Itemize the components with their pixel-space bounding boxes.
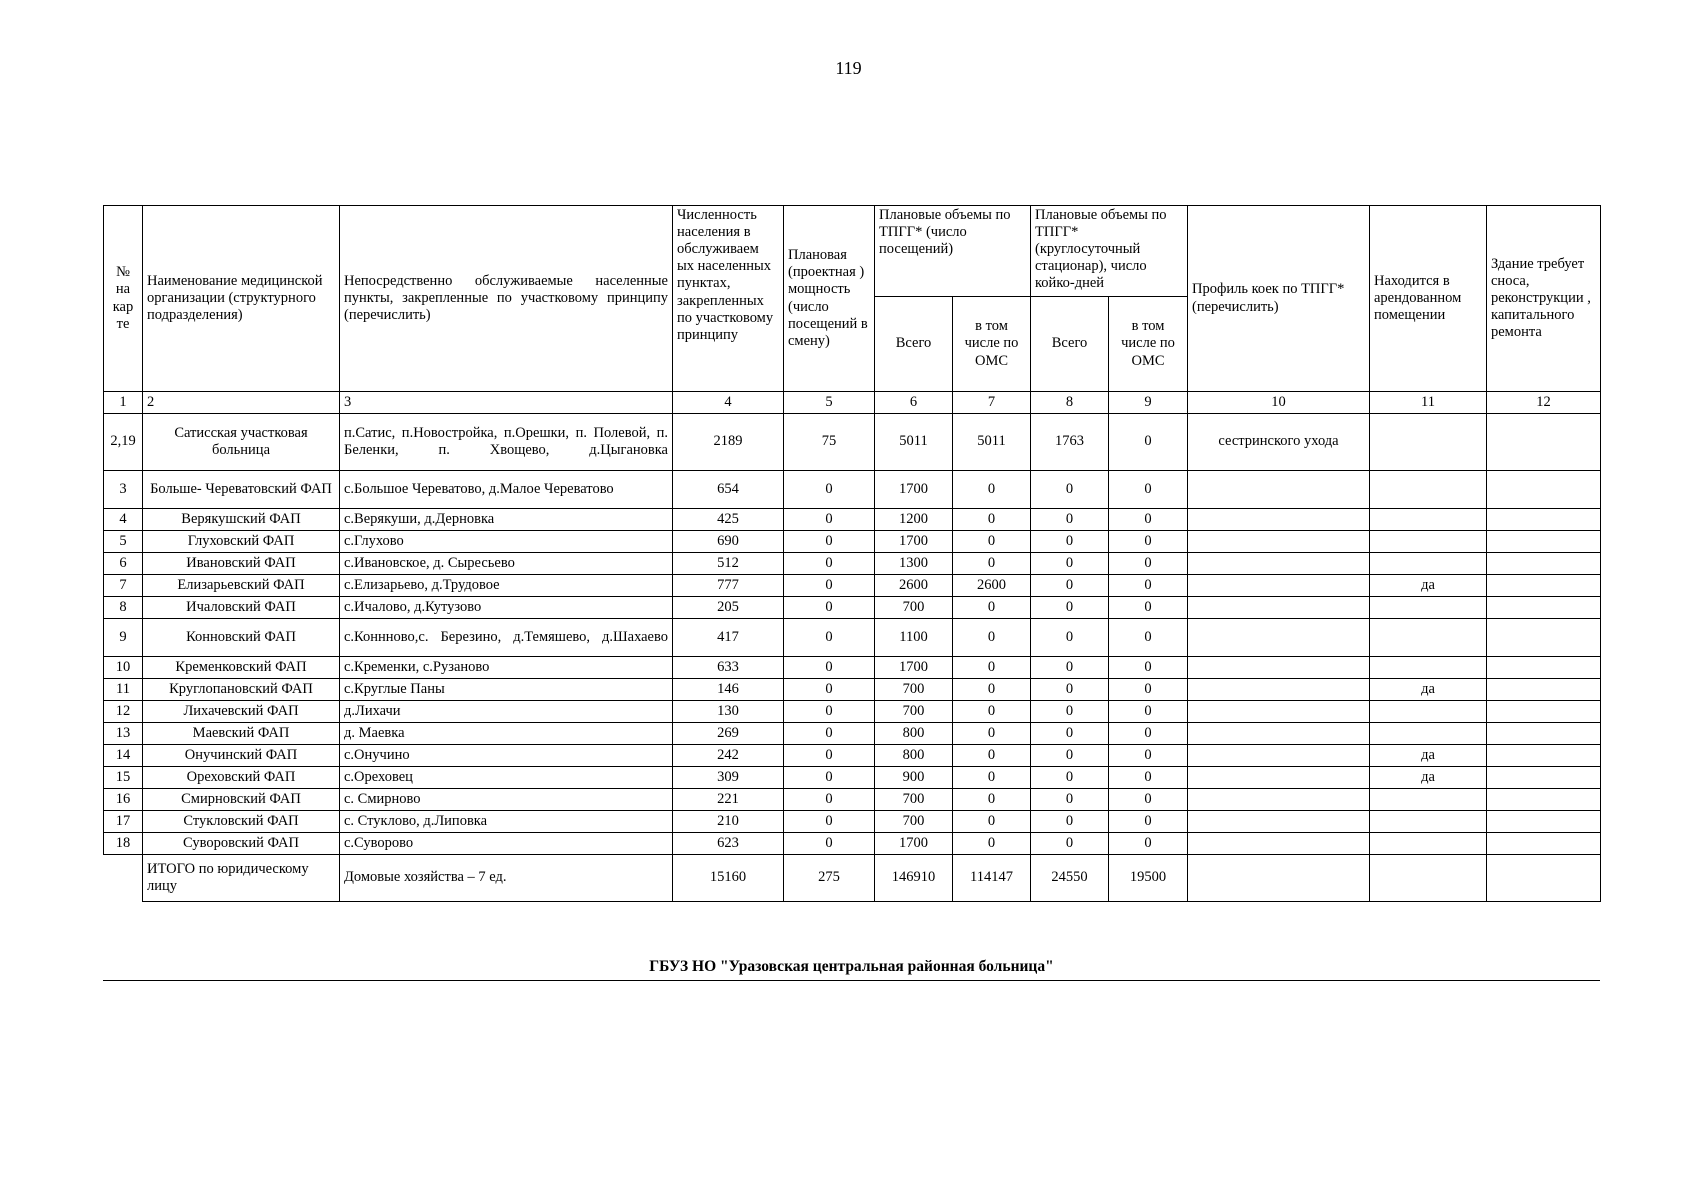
- column-number: 2: [143, 392, 340, 414]
- table-row: [104, 471, 1601, 509]
- visits-total-cell: 1700: [875, 471, 953, 509]
- bed-profile-cell: [1188, 701, 1370, 723]
- rented-cell: [1370, 597, 1487, 619]
- org-name-cell: Ореховский ФАП: [143, 767, 340, 789]
- bed-days-total-cell: 0: [1031, 619, 1109, 657]
- capacity-cell: 0: [784, 553, 875, 575]
- capacity-cell: 0: [784, 597, 875, 619]
- rented-cell: [1370, 723, 1487, 745]
- capacity-cell: 0: [784, 531, 875, 553]
- total-rented-cell: [1370, 855, 1487, 902]
- bed-days-total-cell: 0: [1031, 679, 1109, 701]
- header-visits-group: Плановые объемы по ТПГГ* (число посещений): [875, 206, 1031, 297]
- row-number-cell: 17: [104, 811, 143, 833]
- served-points-cell: д. Маевка: [340, 723, 673, 745]
- column-number: 10: [1188, 392, 1370, 414]
- served-points-cell: с.Большое Череватово, д.Малое Череватово: [340, 471, 673, 509]
- population-cell: 654: [673, 471, 784, 509]
- table-row: [104, 597, 1601, 619]
- needs-repair-cell: [1487, 619, 1601, 657]
- row-number-cell: 5: [104, 531, 143, 553]
- row-number-cell: 13: [104, 723, 143, 745]
- served-points-cell: с.Ореховец: [340, 767, 673, 789]
- rented-cell: [1370, 811, 1487, 833]
- column-numbers-row: [104, 392, 1601, 414]
- table-row: [104, 811, 1601, 833]
- needs-repair-cell: [1487, 509, 1601, 531]
- table-row: [104, 619, 1601, 657]
- bed-days-oms-cell: 0: [1109, 657, 1188, 679]
- bed-profile-cell: [1188, 597, 1370, 619]
- bed-days-total-cell: 0: [1031, 531, 1109, 553]
- org-name-cell: Маевский ФАП: [143, 723, 340, 745]
- capacity-cell: 75: [784, 414, 875, 471]
- rented-cell: [1370, 701, 1487, 723]
- visits-oms-cell: 0: [953, 553, 1031, 575]
- served-points-cell: с.Онучино: [340, 745, 673, 767]
- population-cell: 777: [673, 575, 784, 597]
- capacity-cell: 0: [784, 701, 875, 723]
- header-population: Численность населения в обслуживаем ых населенных пунктах, закрепленных по участковому принципу: [673, 206, 784, 392]
- table-row: [104, 701, 1601, 723]
- population-cell: 242: [673, 745, 784, 767]
- total-row: [104, 855, 1601, 902]
- table-row: [104, 657, 1601, 679]
- visits-total-cell: 1300: [875, 553, 953, 575]
- org-name-cell: Лихачевский ФАП: [143, 701, 340, 723]
- needs-repair-cell: [1487, 811, 1601, 833]
- population-cell: 130: [673, 701, 784, 723]
- needs-repair-cell: [1487, 701, 1601, 723]
- visits-total-cell: 5011: [875, 414, 953, 471]
- served-points-cell: с.Глухово: [340, 531, 673, 553]
- visits-total-cell: 700: [875, 701, 953, 723]
- header-served-points: Непосредственно обслуживаемые населенные пункты, закрепленные по участковому принципу (перечислить): [340, 206, 673, 392]
- bed-days-oms-cell: 0: [1109, 553, 1188, 575]
- visits-oms-cell: 0: [953, 745, 1031, 767]
- served-points-cell: п.Сатис, п.Новостройка, п.Орешки, п. Полевой, п. Беленки, п. Хвощево, д.Цыгановка: [340, 414, 673, 471]
- header-map-number: № на кар те: [104, 206, 143, 392]
- column-number: 9: [1109, 392, 1188, 414]
- bed-profile-cell: [1188, 553, 1370, 575]
- bed-days-total-cell: 0: [1031, 471, 1109, 509]
- population-cell: 210: [673, 811, 784, 833]
- served-points-cell: с. Смирново: [340, 789, 673, 811]
- bed-days-oms-cell: 0: [1109, 619, 1188, 657]
- capacity-cell: 0: [784, 509, 875, 531]
- facilities-table-container: [103, 205, 1600, 902]
- capacity-cell: 0: [784, 575, 875, 597]
- column-number: 1: [104, 392, 143, 414]
- bed-days-total-cell: 0: [1031, 553, 1109, 575]
- header-capacity: Плановая (проектная ) мощность (число посещений в смену): [784, 206, 875, 392]
- bed-days-oms-cell: 0: [1109, 745, 1188, 767]
- visits-total-cell: 900: [875, 767, 953, 789]
- total-bed-days-total: 24550: [1031, 855, 1109, 902]
- bed-profile-cell: [1188, 723, 1370, 745]
- total-bed-days-oms: 19500: [1109, 855, 1188, 902]
- population-cell: 425: [673, 509, 784, 531]
- population-cell: 623: [673, 833, 784, 855]
- org-name-cell: Онучинский ФАП: [143, 745, 340, 767]
- needs-repair-cell: [1487, 575, 1601, 597]
- row-number-cell: 18: [104, 833, 143, 855]
- rented-cell: [1370, 414, 1487, 471]
- header-org-name: Наименование медицинской организации (структурного подразделения): [143, 206, 340, 392]
- bed-profile-cell: [1188, 575, 1370, 597]
- needs-repair-cell: [1487, 789, 1601, 811]
- rented-cell: [1370, 471, 1487, 509]
- bed-profile-cell: [1188, 811, 1370, 833]
- header-bed-days-group: Плановые объемы по ТПГГ* (круглосуточный стационар), число койко-дней: [1031, 206, 1188, 297]
- population-cell: 690: [673, 531, 784, 553]
- visits-oms-cell: 0: [953, 679, 1031, 701]
- column-number: 7: [953, 392, 1031, 414]
- bed-days-oms-cell: 0: [1109, 723, 1188, 745]
- capacity-cell: 0: [784, 657, 875, 679]
- header-rented: Находится в арендованном помещении: [1370, 206, 1487, 392]
- bed-profile-cell: [1188, 833, 1370, 855]
- column-number: 12: [1487, 392, 1601, 414]
- visits-oms-cell: 0: [953, 723, 1031, 745]
- bed-profile-cell: [1188, 767, 1370, 789]
- rented-cell: [1370, 531, 1487, 553]
- rented-cell: да: [1370, 745, 1487, 767]
- needs-repair-cell: [1487, 597, 1601, 619]
- visits-total-cell: 700: [875, 679, 953, 701]
- served-points-cell: с.Верякуши, д.Дерновка: [340, 509, 673, 531]
- table-total: [104, 855, 1601, 902]
- population-cell: 146: [673, 679, 784, 701]
- served-points-cell: с.Коннново,с. Березино, д.Темяшево, д.Шахаево: [340, 619, 673, 657]
- table-row: [104, 575, 1601, 597]
- bed-days-total-cell: 0: [1031, 767, 1109, 789]
- total-visits-total: 146910: [875, 855, 953, 902]
- table-row: [104, 745, 1601, 767]
- org-name-cell: Стукловский ФАП: [143, 811, 340, 833]
- rented-cell: да: [1370, 575, 1487, 597]
- column-number: 5: [784, 392, 875, 414]
- total-points: Домовые хозяйства – 7 ед.: [340, 855, 673, 902]
- visits-total-cell: 2600: [875, 575, 953, 597]
- row-number-cell: 3: [104, 471, 143, 509]
- needs-repair-cell: [1487, 553, 1601, 575]
- visits-total-cell: 1700: [875, 531, 953, 553]
- capacity-cell: 0: [784, 745, 875, 767]
- served-points-cell: с.Ичалово, д.Кутузово: [340, 597, 673, 619]
- visits-total-cell: 700: [875, 597, 953, 619]
- org-name-cell: Конновский ФАП: [143, 619, 340, 657]
- bed-profile-cell: [1188, 471, 1370, 509]
- bed-days-total-cell: 0: [1031, 833, 1109, 855]
- table-row: [104, 767, 1601, 789]
- bed-days-oms-cell: 0: [1109, 471, 1188, 509]
- rented-cell: [1370, 833, 1487, 855]
- row-number-cell: 6: [104, 553, 143, 575]
- bed-profile-cell: сестринского ухода: [1188, 414, 1370, 471]
- org-name-cell: Круглопановский ФАП: [143, 679, 340, 701]
- visits-total-cell: 1700: [875, 657, 953, 679]
- rented-cell: [1370, 509, 1487, 531]
- needs-repair-cell: [1487, 833, 1601, 855]
- bed-days-total-cell: 0: [1031, 597, 1109, 619]
- visits-oms-cell: 0: [953, 789, 1031, 811]
- bed-days-total-cell: 0: [1031, 723, 1109, 745]
- total-capacity: 275: [784, 855, 875, 902]
- capacity-cell: 0: [784, 619, 875, 657]
- footer-rule: [103, 980, 1600, 981]
- header-bed-days-total: Всего: [1031, 297, 1109, 392]
- rented-cell: [1370, 619, 1487, 657]
- visits-total-cell: 700: [875, 789, 953, 811]
- bed-days-oms-cell: 0: [1109, 701, 1188, 723]
- needs-repair-cell: [1487, 531, 1601, 553]
- org-name-cell: Верякушский ФАП: [143, 509, 340, 531]
- bed-profile-cell: [1188, 657, 1370, 679]
- bed-days-oms-cell: 0: [1109, 767, 1188, 789]
- bed-profile-cell: [1188, 531, 1370, 553]
- needs-repair-cell: [1487, 471, 1601, 509]
- served-points-cell: с.Кременки, с.Рузаново: [340, 657, 673, 679]
- served-points-cell: с. Стуклово, д.Липовка: [340, 811, 673, 833]
- total-blank-cell: [104, 855, 143, 902]
- bed-days-total-cell: 0: [1031, 657, 1109, 679]
- row-number-cell: 12: [104, 701, 143, 723]
- bed-days-oms-cell: 0: [1109, 575, 1188, 597]
- table-row: [104, 414, 1601, 471]
- bed-days-total-cell: 0: [1031, 811, 1109, 833]
- page-number: 119: [835, 58, 862, 78]
- population-cell: 417: [673, 619, 784, 657]
- capacity-cell: 0: [784, 789, 875, 811]
- table-row: [104, 553, 1601, 575]
- needs-repair-cell: [1487, 679, 1601, 701]
- row-number-cell: 9: [104, 619, 143, 657]
- table-row: [104, 789, 1601, 811]
- column-number: 11: [1370, 392, 1487, 414]
- needs-repair-cell: [1487, 657, 1601, 679]
- bed-profile-cell: [1188, 789, 1370, 811]
- header-visits-oms: в том числе по ОМС: [953, 297, 1031, 392]
- rented-cell: да: [1370, 767, 1487, 789]
- visits-oms-cell: 0: [953, 811, 1031, 833]
- bed-days-total-cell: 0: [1031, 509, 1109, 531]
- column-number: 6: [875, 392, 953, 414]
- total-population: 15160: [673, 855, 784, 902]
- org-name-cell: Ивановский ФАП: [143, 553, 340, 575]
- bed-days-total-cell: 0: [1031, 575, 1109, 597]
- visits-oms-cell: 0: [953, 767, 1031, 789]
- visits-total-cell: 700: [875, 811, 953, 833]
- visits-oms-cell: 2600: [953, 575, 1031, 597]
- served-points-cell: с.Ивановское, д. Сыресьево: [340, 553, 673, 575]
- bed-days-oms-cell: 0: [1109, 509, 1188, 531]
- population-cell: 309: [673, 767, 784, 789]
- row-number-cell: 7: [104, 575, 143, 597]
- bed-days-oms-cell: 0: [1109, 679, 1188, 701]
- table-row: [104, 679, 1601, 701]
- table-row: [104, 723, 1601, 745]
- needs-repair-cell: [1487, 745, 1601, 767]
- bed-days-oms-cell: 0: [1109, 789, 1188, 811]
- bed-days-total-cell: 1763: [1031, 414, 1109, 471]
- needs-repair-cell: [1487, 414, 1601, 471]
- bed-profile-cell: [1188, 745, 1370, 767]
- served-points-cell: с.Круглые Паны: [340, 679, 673, 701]
- visits-oms-cell: 0: [953, 471, 1031, 509]
- table-body: [104, 414, 1601, 855]
- visits-oms-cell: 5011: [953, 414, 1031, 471]
- capacity-cell: 0: [784, 679, 875, 701]
- visits-total-cell: 1700: [875, 833, 953, 855]
- org-name-cell: Ичаловский ФАП: [143, 597, 340, 619]
- row-number-cell: 16: [104, 789, 143, 811]
- row-number-cell: 10: [104, 657, 143, 679]
- header-bed-days-oms: в том числе по ОМС: [1109, 297, 1188, 392]
- rented-cell: [1370, 789, 1487, 811]
- rented-cell: [1370, 657, 1487, 679]
- bed-profile-cell: [1188, 619, 1370, 657]
- header-needs-repair: Здание требует сноса, реконструкции , капитального ремонта: [1487, 206, 1601, 392]
- table-row: [104, 833, 1601, 855]
- needs-repair-cell: [1487, 723, 1601, 745]
- population-cell: 512: [673, 553, 784, 575]
- population-cell: 269: [673, 723, 784, 745]
- capacity-cell: 0: [784, 767, 875, 789]
- visits-oms-cell: 0: [953, 509, 1031, 531]
- bed-days-oms-cell: 0: [1109, 531, 1188, 553]
- table-header: [104, 206, 1601, 414]
- visits-oms-cell: 0: [953, 619, 1031, 657]
- capacity-cell: 0: [784, 471, 875, 509]
- bed-days-total-cell: 0: [1031, 789, 1109, 811]
- bed-profile-cell: [1188, 679, 1370, 701]
- total-visits-oms: 114147: [953, 855, 1031, 902]
- visits-oms-cell: 0: [953, 531, 1031, 553]
- visits-total-cell: 800: [875, 745, 953, 767]
- bed-days-total-cell: 0: [1031, 701, 1109, 723]
- visits-oms-cell: 0: [953, 701, 1031, 723]
- org-name-cell: Сатисская участковая больница: [143, 414, 340, 471]
- population-cell: 205: [673, 597, 784, 619]
- row-number-cell: 8: [104, 597, 143, 619]
- org-name-cell: Кременковский ФАП: [143, 657, 340, 679]
- org-name-cell: Глуховский ФАП: [143, 531, 340, 553]
- bed-days-oms-cell: 0: [1109, 597, 1188, 619]
- population-cell: 221: [673, 789, 784, 811]
- row-number-cell: 4: [104, 509, 143, 531]
- visits-oms-cell: 0: [953, 657, 1031, 679]
- row-number-cell: 2,19: [104, 414, 143, 471]
- org-name-cell: Больше- Череватовский ФАП: [143, 471, 340, 509]
- visits-oms-cell: 0: [953, 597, 1031, 619]
- facilities-table: [103, 205, 1601, 902]
- visits-total-cell: 1100: [875, 619, 953, 657]
- visits-total-cell: 800: [875, 723, 953, 745]
- org-name-cell: Смирновский ФАП: [143, 789, 340, 811]
- header-bed-profile: Профиль коек по ТПГГ* (перечислить): [1188, 206, 1370, 392]
- row-number-cell: 14: [104, 745, 143, 767]
- served-points-cell: с.Суворово: [340, 833, 673, 855]
- rented-cell: [1370, 553, 1487, 575]
- served-points-cell: с.Елизарьево, д.Трудовое: [340, 575, 673, 597]
- header-visits-total: Всего: [875, 297, 953, 392]
- needs-repair-cell: [1487, 767, 1601, 789]
- total-profile-cell: [1188, 855, 1370, 902]
- capacity-cell: 0: [784, 723, 875, 745]
- served-points-cell: д.Лихачи: [340, 701, 673, 723]
- org-name-cell: Суворовский ФАП: [143, 833, 340, 855]
- column-number: 8: [1031, 392, 1109, 414]
- bed-days-total-cell: 0: [1031, 745, 1109, 767]
- visits-total-cell: 1200: [875, 509, 953, 531]
- bed-days-oms-cell: 0: [1109, 414, 1188, 471]
- column-number: 3: [340, 392, 673, 414]
- population-cell: 2189: [673, 414, 784, 471]
- bed-days-oms-cell: 0: [1109, 811, 1188, 833]
- rented-cell: да: [1370, 679, 1487, 701]
- bed-days-oms-cell: 0: [1109, 833, 1188, 855]
- bed-profile-cell: [1188, 509, 1370, 531]
- capacity-cell: 0: [784, 811, 875, 833]
- table-row: [104, 531, 1601, 553]
- org-name-cell: Елизарьевский ФАП: [143, 575, 340, 597]
- total-label: ИТОГО по юридическому лицу: [143, 855, 340, 902]
- capacity-cell: 0: [784, 833, 875, 855]
- row-number-cell: 15: [104, 767, 143, 789]
- population-cell: 633: [673, 657, 784, 679]
- total-repair-cell: [1487, 855, 1601, 902]
- column-number: 4: [673, 392, 784, 414]
- row-number-cell: 11: [104, 679, 143, 701]
- visits-oms-cell: 0: [953, 833, 1031, 855]
- institution-title: ГБУЗ НО "Уразовская центральная районная больница": [649, 958, 1054, 975]
- table-row: [104, 509, 1601, 531]
